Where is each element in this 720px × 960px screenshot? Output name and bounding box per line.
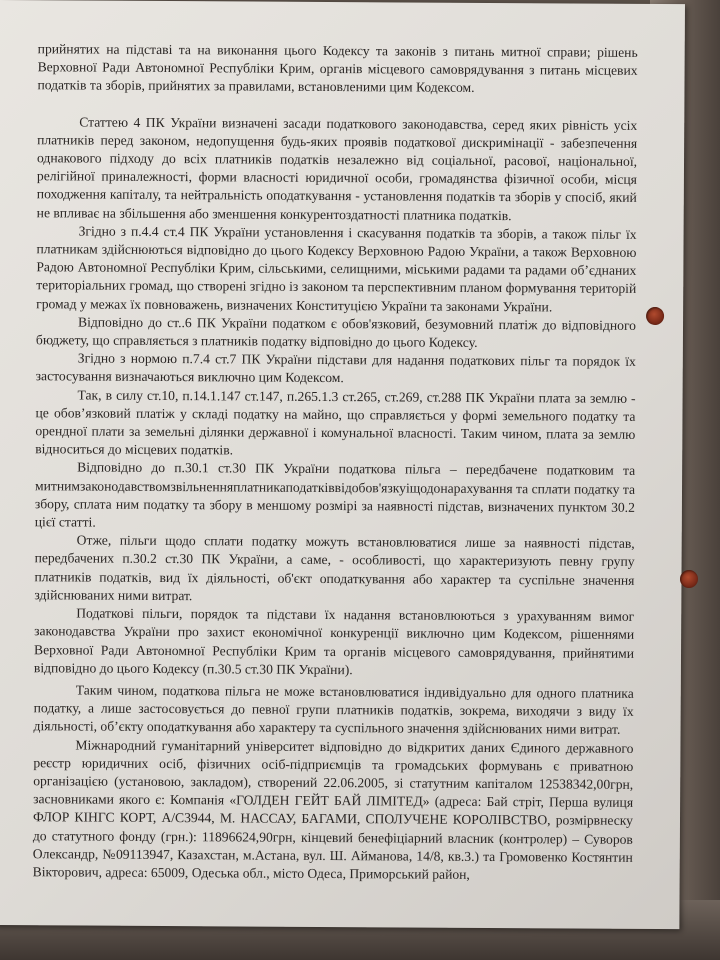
paragraph-benefits: Отже, пільги щодо сплати податку можуть встановлюватися лише за наявності підстав, передбачених п.30.2 ст.30 ПК України, а саме, - особливості, що характеризують певну групу платників податків, вид їх діяльності, об'єкт оподаткування або характер та суспільне значення здійснюваних ними витрат. — [34, 532, 635, 604]
paragraph-university: Міжнародний гуманітарний університет відповідно до відкритих даних Єдиного державного реєстр юридичних осіб, фізичних осіб-підприємців та громадських формувань є приватною організацією (установою, закладом), створений 22.06.2005, зі статутним капіталом 12538342,00грн, засновниками якого є: Компанія «ГОЛДЕН ГЕЙТ БАЙ ЛІМІТЕД» (адреса: Бай стріт, Перша вулиця ФЛОР КІНГС КОРТ, А/С3944, М. НАССАУ, БАГАМИ, СПОЛУЧЕНЕ КОРОЛІВСТВО, розмірвнеску до статутного фонду (грн.): 11896624,90грн, кінцевий бенефіціарний власник (контролер) – Суворов Олександр, №09113947, Казахстан, м.Астана, вул. Ш. Айманова, 14/8, кв.3.) та Громовенко Костянтин Вікторович, адреса: 65009, Одеська обл., місто Одеса, Приморський район, — [32, 736, 634, 882]
punch-hole-icon — [680, 570, 698, 588]
document-body — [33, 40, 638, 885]
paragraph-article-6: Відповідно до ст..6 ПК України податком є обов'язковий, безумовний платіж до відповідного бюджету, що справляється з платників податку відповідно до цього Кодексу. — [35, 314, 637, 350]
paragraph-clause-30-5: Податкові пільги, порядок та підстави їх надання встановлюються з урахуванням вимог законодавства України про захист економічної конкуренції виключно цим Кодексом, рішеннями Верховної Ради Автономної Республіки Крим та органів місцевого самоврядування, прийнятими відповідно до цього Кодексу (п.30.5 ст.30 ПК України). — [33, 605, 635, 677]
paragraph-continuation: прийнятих на підставі та на виконання цього Кодексу та законів з питань митної справи; рішень Верховної Ради Автономної Республіки Крим, органів місцевого самоврядування з питань місцевих податків та зборів, прийнятих за правилами, встановленими цим Кодексом. — [37, 41, 638, 96]
paragraph-clause-7-4: Згідно з нормою п.7.4 ст.7 ПК України підстави для надання податкових пільг та порядок їх застосування визначаються виключно цим Кодексом. — [35, 350, 636, 386]
paragraph-land-tax: Так, в силу ст.10, п.14.1.147 ст.147, п.265.1.3 ст.265, ст.269, ст.288 ПК України плата за землю - це обов’язковий платіж у складі податку на майно, що справляється у формі земельного податку та орендної плати за земельні ділянки державної і комунальної власності. Таким чином, плата за землю відноситься до місцевих податків. — [35, 387, 636, 458]
paragraph-article-4: Статтею 4 ПК України визначені засади податкового законодавства, серед яких рівність усіх платників перед законом, недопущення будь-яких проявів податкової дискримінації - забезпечення однакового підходу до всіх платників податків незалежно від соціальної, расової, національної, релігійної приналежності, форми власності юридичної особи, громадянства фізичної особи, місця походження капіталу, та нейтральність оподаткування - установлення податків та зборів у спосіб, який не впливає на збільшення або зменшення конкурентоздатності платника податків. — [36, 114, 638, 223]
paragraph-conclusion: Таким чином, податкова пільга не може встановлюватися індивідуально для одного платника податку, а лише застосовується до певної групи платників податків, зокрема, виходячи з виду їх діяльності, об’єкту оподаткування або характеру та суспільного значення здійснюваних ними витрат. — [33, 682, 634, 738]
paragraph-clause-30-1: Відповідно до п.30.1 ст.30 ПК України податкова пільга – передбачене податковим та митнимзаконодавствомзвільненняплатникаподатківвідобов'язкуіщодонарахування та сплати податку та збору, сплата ним податку та збору в меншому розмірі за наявності підстав, визначених пунктом 30.2 цієї статті. — [34, 459, 636, 530]
paragraph-clause-4-4: Згідно з п.4.4 ст.4 ПК України установлення і скасування податків та зборів, а також пільг їх платникам здійснюються відповідно до цього Кодексу Верховною Радою України, а також Верховною Радою Автономної Республіки Крим, сільськими, селищними, міськими радами та радами об’єднаних територіальних громад, що створені згідно із законом та перспективним планом формування територій громад у межах їх повноважень, визначених Конституцією України та законами України. — [36, 223, 637, 315]
punch-hole-icon — [646, 307, 664, 325]
